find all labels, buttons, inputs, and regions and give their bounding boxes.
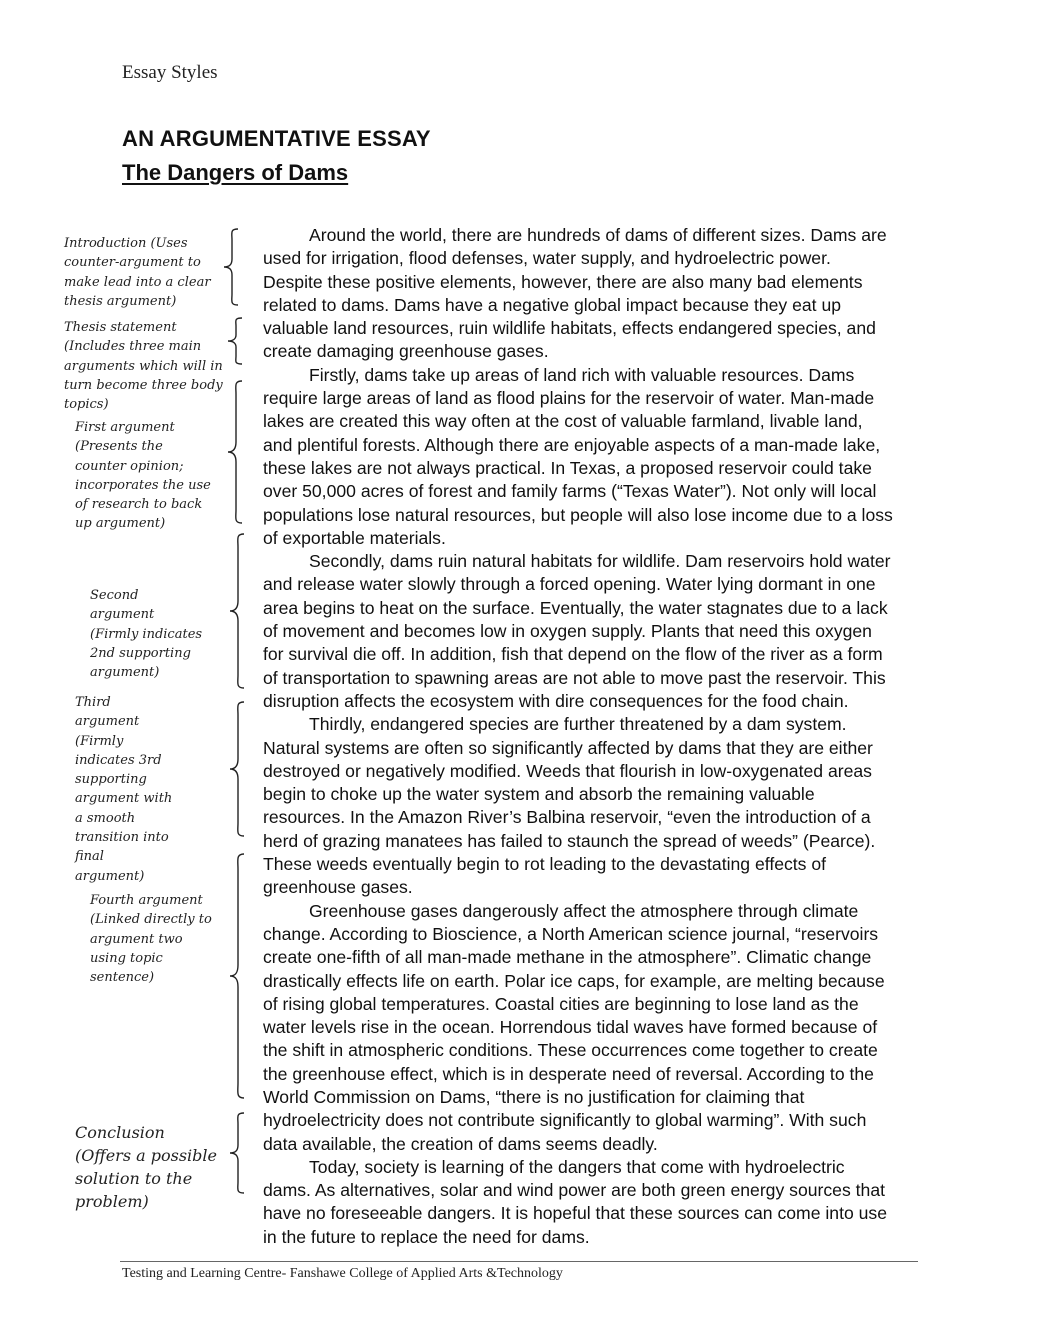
brace-introduction-icon xyxy=(222,228,242,306)
document-title: AN ARGUMENTATIVE ESSAY xyxy=(122,126,431,151)
document-subtitle: The Dangers of Dams xyxy=(122,160,349,185)
paragraph-conclusion: Today, society is learning of the dangers that come with hydroelectric dams. As alternatives, solar and wind power are both green energy sources that have no foreseeable dangers. It is hopeful that these sources can come into use in the future to replace the need for dams. xyxy=(263,1156,887,1247)
annotation-first-argument: First argument (Presents the counter opinion; incorporates the use of research to back up argument) xyxy=(75,420,211,532)
annotation-second-argument: Second argument (Firmly indicates 2nd supporting argument) xyxy=(90,588,203,681)
annotation-thesis: Thesis statement (Includes three main arguments which will in turn become three body topics) xyxy=(64,320,223,413)
brace-conclusion-icon xyxy=(228,1112,248,1194)
annotation-introduction: Introduction (Uses counter-argument to make lead into a clear thesis argument) xyxy=(64,236,211,309)
paragraph-second-argument: Secondly, dams ruin natural habitats for wildlife. Dam reservoirs hold water and release water slowly through a forced opening. Water lying dormant in one area begins to heat on the surface. Eventually, the water stagnates due to a lack of movement and becomes low in oxygen supply. Plants that need this oxygen for survival die off. In addition, fish that depend on the flow of the river as a form of transportation to spawning areas are not able to move past the reservoir. This disruption affects the ecosystem with dire consequences for the food chain. xyxy=(263,551,891,711)
paragraph-third-argument: Thirdly, endangered species are further threatened by a dam system. Natural systems are often so significantly affected by dams that they are either destroyed or negatively modified. Weeds that flourish in low-oxygenated areas begin to choke up the water system and absorb the remaining valuable resources. In the Amazon River’s Balbina reservoir, “even the introduction of a herd of grazing manatees has failed to staunch the spread of weeds” (Pearce). These weeds eventually begin to rot leading to the devastating effects of greenhouse gases. xyxy=(263,714,876,898)
annotation-conclusion: Conclusion (Offers a possible solution to the problem) xyxy=(75,1123,217,1211)
footer-divider xyxy=(120,1261,918,1262)
brace-fourth-argument-icon xyxy=(228,853,248,1099)
paragraph-fourth-argument: Greenhouse gases dangerously affect the atmosphere through climate change. According to Bioscience, a North American science journal, “reservoirs create one-fifth of all man-made methane in the atmosphere”. Climatic change drastically effects life on earth. Polar ice caps, for example, are melting because of rising global temperatures. Coastal cities are beginning to lose land as the water levels rise in the ocean. Horrendous tidal waves have formed because of the shift in atmospheric conditions. These occurrences come together to create the greenhouse effect, which is in desperate need of reversal. According to the World Commission on Dams, “there is no justification for claiming that hydroelectricity does not contribute significantly to global warming”. With such data available, the creation of dams seems deadly. xyxy=(263,900,885,1154)
paragraph-introduction: Around the world, there are hundreds of dams of different sizes. Dams are used for irrigation, flood defenses, water supply, and hydroelectric power. Despite these positive elements, however, there are also many bad elements related to dams. Dams have a negative global impact because they eat up valuable land resources, ruin wildlife habitats, effects endangered species, and create damaging greenhouse gases. xyxy=(263,225,887,362)
annotation-fourth-argument: Fourth argument (Linked directly to argument two using topic sentence) xyxy=(90,893,212,986)
annotation-third-argument: Third argument (Firmly indicates 3rd supporting argument with a smooth transition into final argument) xyxy=(75,695,173,884)
brace-thesis-icon xyxy=(226,317,246,365)
header-label: Essay Styles xyxy=(122,62,218,83)
brace-second-argument-icon xyxy=(228,533,248,689)
essay-body xyxy=(263,224,893,1249)
footer-text: Testing and Learning Centre- Fanshawe College of Applied Arts &Technology xyxy=(122,1266,563,1281)
brace-third-argument-icon xyxy=(228,701,248,837)
brace-first-argument-icon xyxy=(226,380,246,524)
paragraph-first-argument: Firstly, dams take up areas of land rich with valuable resources. Dams require large areas of land as flood plains for the reservoir of water. Man-made lakes are created this way often at the cost of valuable farmland, livable land, and plentiful forests. Although there are enjoyable aspects of a man-made lake, these lakes are not always practical. In Texas, a proposed reservoir could take over 50,000 acres of forest and family farms (“Texas Water”). Not only will local populations lose natural resources, but people will also lose income due to a loss of exportable materials. xyxy=(263,364,893,548)
